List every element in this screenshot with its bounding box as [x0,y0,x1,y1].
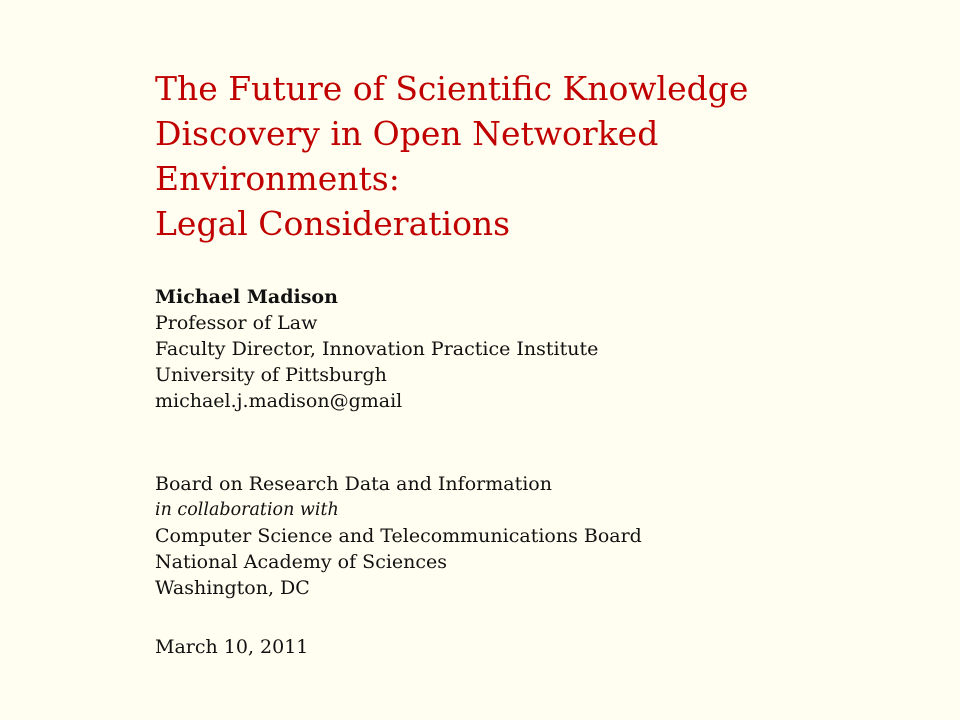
board-info [155,471,935,601]
author-info [155,284,935,414]
board-partner: Computer Science and Telecommunications Board [155,525,642,547]
slide-title [155,66,935,246]
board-collab: in collaboration with [155,500,339,520]
board-name: Board on Research Data and Information [155,473,552,495]
title-line-3: Environments: [155,159,400,198]
author-name: Michael Madison [155,286,338,308]
board-location: Washington, DC [155,577,310,599]
board-academy: National Academy of Sciences [155,551,448,573]
author-position: Professor of Law [155,312,318,334]
title-line-4: Legal Considerations [155,204,511,243]
author-institution: University of Pittsburgh [155,364,387,386]
title-line-2: Discovery in Open Networked [155,114,659,153]
title-line-1: The Future of Scientific Knowledge [155,69,749,108]
author-email: michael.j.madison@gmail [155,390,403,412]
presentation-date: March 10, 2011 [155,636,309,658]
presentation-date-block [155,634,935,660]
author-role: Faculty Director, Innovation Practice Institute [155,338,599,360]
